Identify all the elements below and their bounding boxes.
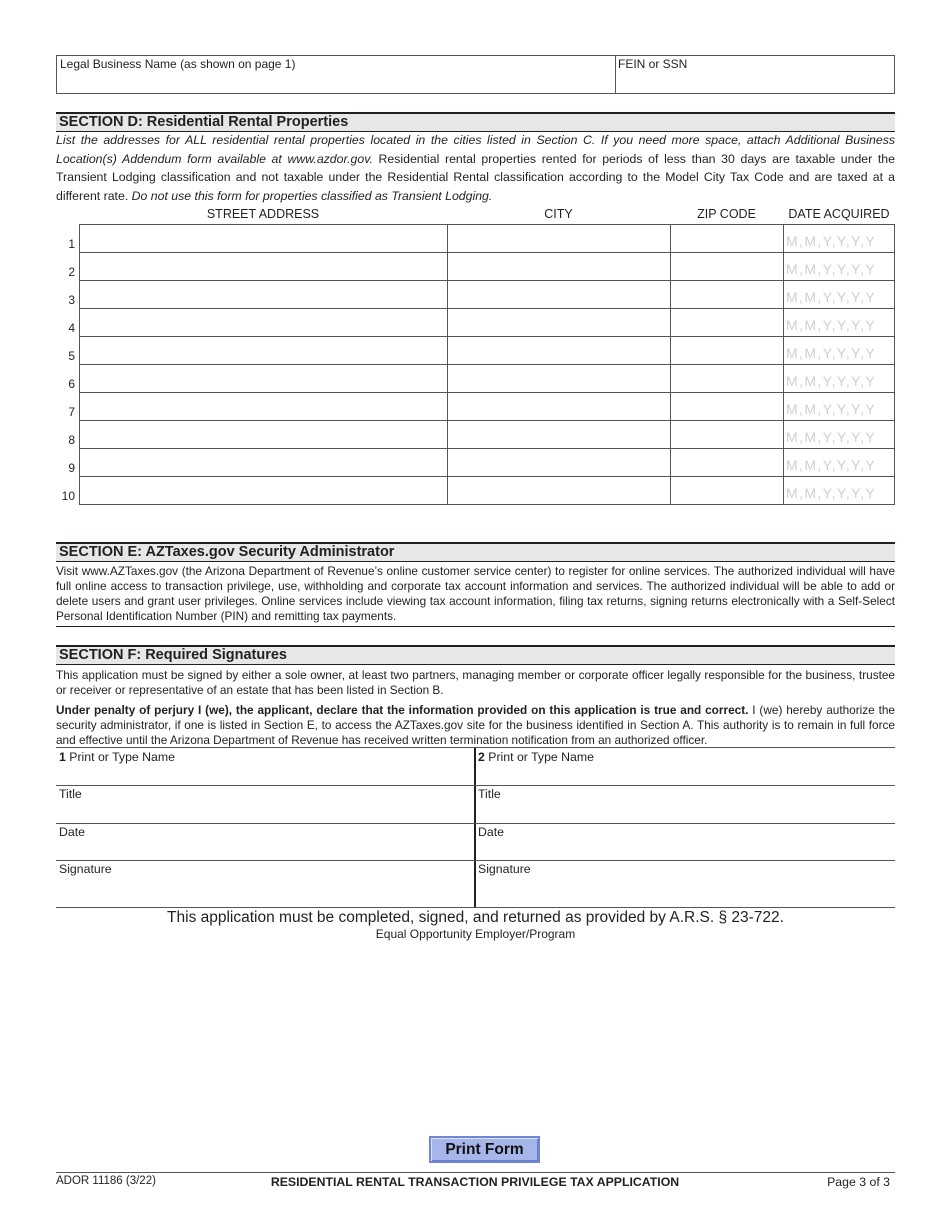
city-field[interactable]	[447, 477, 670, 504]
signer-1-title-label[interactable]: Title	[59, 787, 82, 801]
table-row	[68, 393, 895, 421]
print-form-button[interactable]: Print Form	[429, 1136, 540, 1163]
column-street-address: STREET ADDRESS	[206, 207, 320, 221]
zip-code-field[interactable]	[670, 225, 783, 252]
zip-code-field[interactable]	[670, 365, 783, 392]
signer-2-date-label[interactable]: Date	[478, 825, 504, 839]
perjury-declaration: Under penalty of perjury I (we), the applicant, declare that the information provided on this application is true and correct.	[56, 703, 749, 717]
section-e-title: SECTION E: AZTaxes.gov Security Administrator	[56, 542, 895, 562]
section-e-text: Visit www.AZTaxes.gov (the Arizona Department of Revenue’s online customer service center) to register for online services. The authorized individual will have full online access to transaction privilege, use, withholding and corporate tax account information and services. The authorized individual will be able to add or delete users and grant user privileges. Online services include viewing tax account information, filing tax returns, signing returns electronically with a Self-Select Personal Identification Number (PIN) and remitting tax payments.	[56, 564, 895, 627]
city-field[interactable]	[447, 309, 670, 336]
street-address-field[interactable]	[79, 337, 447, 364]
city-field[interactable]	[447, 449, 670, 476]
city-field[interactable]	[447, 337, 670, 364]
fein-label: FEIN or SSN	[618, 57, 688, 71]
street-address-field[interactable]	[79, 477, 447, 504]
table-row	[68, 449, 895, 477]
zip-code-field[interactable]	[670, 477, 783, 504]
city-field[interactable]	[447, 365, 670, 392]
row-number: 1	[68, 237, 75, 251]
rental-properties-table	[61, 224, 895, 505]
city-field[interactable]	[447, 253, 670, 280]
zip-code-field[interactable]	[670, 309, 783, 336]
row-number: 8	[68, 433, 75, 447]
zip-code-field[interactable]	[670, 393, 783, 420]
date-acquired-field[interactable]: M,M,Y,Y,Y,Y	[783, 477, 895, 504]
signature-bottom-line	[56, 907, 895, 908]
signer-2-name-field[interactable]	[478, 750, 594, 764]
signer-1-signature-label[interactable]: Signature	[59, 862, 112, 876]
business-name-label: Legal Business Name (as shown on page 1)	[60, 57, 296, 71]
city-field[interactable]	[447, 281, 670, 308]
table-row	[68, 365, 895, 393]
column-city: CITY	[544, 207, 573, 221]
date-acquired-field[interactable]: M,M,Y,Y,Y,Y	[783, 253, 895, 280]
city-field[interactable]	[447, 225, 670, 252]
section-d-instructions-normal: Residential rental properties rented for periods of less than 30 days are taxable under the Transient Lodging classification and not taxable under the Residential Rental classification according to the Model City Tax Code and are taxed at a different rate.	[56, 151, 895, 203]
date-acquired-field[interactable]: M,M,Y,Y,Y,Y	[783, 393, 895, 420]
business-info-divider	[615, 56, 616, 93]
row-number: 7	[68, 405, 75, 419]
signer-2-title-label[interactable]: Title	[478, 787, 501, 801]
zip-code-field[interactable]	[670, 281, 783, 308]
section-d-instructions-italic-1: List the addresses for ALL residential rental properties located in the cities listed in Section C. If you need more space, attach Additional Business Location(s) Addendum form available at www.azdor.gov.	[56, 133, 895, 166]
date-acquired-field[interactable]: M,M,Y,Y,Y,Y	[783, 337, 895, 364]
form-title: RESIDENTIAL RENTAL TRANSACTION PRIVILEGE TAX APPLICATION	[270, 1175, 680, 1189]
street-address-field[interactable]	[79, 365, 447, 392]
date-acquired-field[interactable]: M,M,Y,Y,Y,Y	[783, 365, 895, 392]
street-address-field[interactable]	[79, 225, 447, 252]
zip-code-field[interactable]	[670, 449, 783, 476]
street-address-field[interactable]	[79, 253, 447, 280]
table-row	[68, 337, 895, 365]
row-number: 4	[68, 321, 75, 335]
signature-divider	[474, 748, 476, 908]
date-acquired-field[interactable]: M,M,Y,Y,Y,Y	[783, 225, 895, 252]
signature-row-line	[56, 860, 895, 861]
section-d-title: SECTION D: Residential Rental Properties	[56, 112, 895, 132]
footer-rule	[56, 1172, 895, 1173]
date-acquired-field[interactable]: M,M,Y,Y,Y,Y	[783, 281, 895, 308]
zip-code-field[interactable]	[670, 253, 783, 280]
date-acquired-field[interactable]: M,M,Y,Y,Y,Y	[783, 449, 895, 476]
street-address-field[interactable]	[79, 281, 447, 308]
date-acquired-field[interactable]: M,M,Y,Y,Y,Y	[783, 421, 895, 448]
table-row	[68, 421, 895, 449]
section-f-text: This application must be signed by either a sole owner, at least two partners, managing member or corporate officer legally responsible for the business, trustee or receiver or representative of an estate that has been listed in Section B.	[56, 668, 895, 697]
zip-code-field[interactable]	[670, 421, 783, 448]
table-row	[68, 309, 895, 337]
section-d-instructions-italic-2: Do not use this form for properties classified as Transient Lodging.	[131, 188, 493, 203]
row-number: 3	[68, 293, 75, 307]
signer-1-name-field[interactable]	[59, 750, 175, 764]
table-row	[68, 225, 895, 253]
row-number: 2	[68, 265, 75, 279]
table-row	[68, 281, 895, 309]
signer-2-name-label: Print or Type Name	[484, 750, 594, 764]
row-number: 9	[68, 461, 75, 475]
signature-row-line	[56, 823, 895, 824]
city-field[interactable]	[447, 393, 670, 420]
street-address-field[interactable]	[79, 421, 447, 448]
signer-1-number: 1	[59, 750, 66, 764]
table-row	[68, 253, 895, 281]
row-number: 10	[61, 489, 75, 503]
signer-1-name-label: Print or Type Name	[65, 750, 175, 764]
signature-row-line	[56, 785, 895, 786]
zip-code-field[interactable]	[670, 337, 783, 364]
form-id: ADOR 11186 (3/22)	[56, 1175, 156, 1187]
table-row	[61, 477, 895, 505]
city-field[interactable]	[447, 421, 670, 448]
date-acquired-field[interactable]: M,M,Y,Y,Y,Y	[783, 309, 895, 336]
section-f-title: SECTION F: Required Signatures	[56, 645, 895, 665]
street-address-field[interactable]	[79, 393, 447, 420]
authorization-text: I (we) hereby authorize the security administrator, if one is listed in Section E, to access the AZTaxes.gov site for the business identified in Section A. This authority is to remain in full force and effective until the Arizona Department of Revenue has received written termination notification from an authorized officer.	[56, 703, 895, 747]
row-number: 6	[68, 377, 75, 391]
signer-2-signature-label[interactable]: Signature	[478, 862, 531, 876]
signer-2-number: 2	[478, 750, 485, 764]
signer-1-date-label[interactable]: Date	[59, 825, 85, 839]
street-address-field[interactable]	[79, 449, 447, 476]
column-zip-code: ZIP CODE	[697, 207, 756, 221]
section-d-instructions	[56, 131, 895, 205]
column-date-acquired: DATE ACQUIRED	[788, 207, 890, 221]
signature-grid	[56, 747, 895, 907]
closing-statement: This application must be completed, signed, and returned as provided by A.R.S. § 23-722.	[167, 909, 784, 926]
page-number: Page 3 of 3	[827, 1175, 890, 1189]
row-number: 5	[68, 349, 75, 363]
street-address-field[interactable]	[79, 309, 447, 336]
section-f-perjury-text	[56, 703, 895, 748]
equal-opportunity-text: Equal Opportunity Employer/Program	[375, 927, 576, 941]
business-info-box	[56, 55, 895, 94]
